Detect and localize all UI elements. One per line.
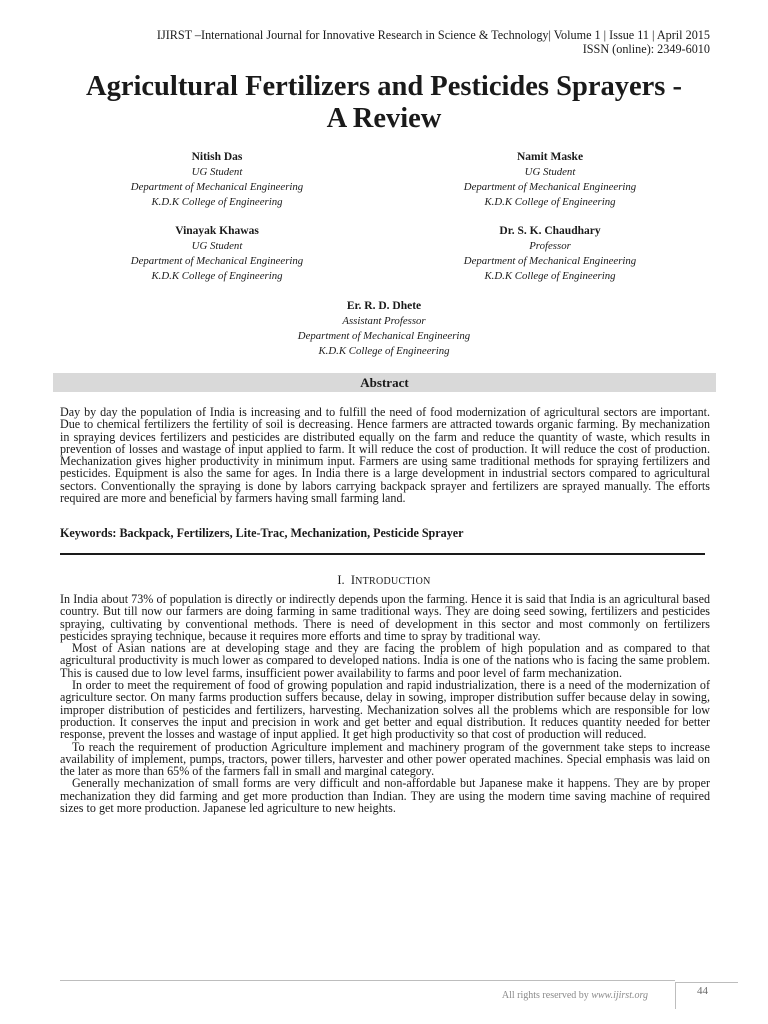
author-name: Er. R. D. Dhete xyxy=(346,300,422,312)
section-heading-rest: NTRODUCTION xyxy=(355,576,431,587)
paragraph: In order to meet the requirement of food of growing population and rapid industrialization, there is a need of the modernization of agriculture sector. On many farms production suffers because, delay in sowing, improper distribution suffer because delay in sowing, improper distribution of pesticides and fertilizers, harvesting. Mechanization solves all the problems which are responsible for low production. It conserves the input and precision in work and get better and equal distribution. It reduces quantity needed for better response, prevent the losses and wastage of input applied. It get high productivity so that cost of production will reduced. xyxy=(60,678,710,742)
author-department: Department of Mechanical Engineering xyxy=(130,181,304,193)
author-college: K.D.K College of Engineering xyxy=(151,270,283,282)
author-role: UG Student xyxy=(191,166,243,178)
paragraph: To reach the requirement of production Agriculture implement and machinery program of the government take steps to increase availability of implement, pumps, tractors, power tillers, harvester and other power operated machines. Special emphasis was laid on the later as more than 65% of the farmers fall in small and marginal category. xyxy=(60,739,710,779)
section-divider xyxy=(60,553,705,555)
author-college: K.D.K College of Engineering xyxy=(318,345,450,357)
footer-rights xyxy=(502,990,648,1001)
author-role: UG Student xyxy=(524,166,576,178)
author-college: K.D.K College of Engineering xyxy=(484,196,616,208)
author-block xyxy=(400,224,700,284)
author-college: K.D.K College of Engineering xyxy=(484,270,616,282)
site-link[interactable]: www.ijirst.org xyxy=(591,990,648,1001)
paragraph: In India about 73% of population is directly or indirectly depends upon the farming. Hence it is said that India is an agricultural based country. But till now our farmers are doing farming in same traditional ways. They are doing seed sowing, fertilizers and pesticides spraying, cultivating by conventional methods. There is need of development in this sector and most commonly on fertilizers pesticides spraying technique, because it requires more efforts and time to spray by traditional way. xyxy=(60,592,710,643)
section-number: I. xyxy=(337,573,345,587)
abstract-heading: Abstract xyxy=(53,373,716,392)
author-department: Department of Mechanical Engineering xyxy=(297,330,471,342)
author-block xyxy=(234,299,534,359)
paragraph: Generally mechanization of small forms are very difficult and non-affordable but Japanese make it happens. They are by proper mechanization they did farming and get more production than Indian. They are using the modern time saving machine of required sizes to get more production. Japanese led agriculture to new heights. xyxy=(60,776,710,816)
paper-title-line-1: Agricultural Fertilizers and Pesticides Sprayers - xyxy=(86,71,682,102)
author-block xyxy=(400,150,700,210)
footer-divider xyxy=(60,980,675,981)
author-name: Dr. S. K. Chaudhary xyxy=(499,225,601,237)
issn-line: ISSN (online): 2349-6010 xyxy=(582,42,710,56)
paper-title-line-2: A Review xyxy=(326,103,442,134)
keywords: Keywords: Backpack, Fertilizers, Lite-Trac, Mechanization, Pesticide Sprayer xyxy=(60,526,464,540)
author-department: Department of Mechanical Engineering xyxy=(130,255,304,267)
author-name: Vinayak Khawas xyxy=(175,225,259,237)
paragraph: Most of Asian nations are at developing stage and they are facing the problem of high population and as compared to that agricultural productivity is much lower as compared to developed nations. India is one of the nations who is facing the same problem. This is caused due to low level farms, insufficient power availability to farms and poor level of farm mechanization. xyxy=(60,641,710,680)
introduction-body xyxy=(60,593,710,814)
author-block xyxy=(67,150,367,210)
section-heading-initial: I xyxy=(350,573,356,587)
author-role: UG Student xyxy=(191,240,243,252)
author-department: Department of Mechanical Engineering xyxy=(463,181,637,193)
section-heading xyxy=(0,573,768,589)
abstract-text: Day by day the population of India is increasing and to fulfill the need of food modernization of agricultural sectors are important. Due to chemical fertilizers the fertility of soil is decreasing. Hence farmers are attracted towards organic farming. By mechanization in spraying devices fertilizers and pesticides are distributed equally on the farm and reduce the quantity of waste, which results in prevention of losses and wastage of input applied to farm. It will reduce the cost of production. It will reduce the cost of production. Mechanization gives higher productivity in minimum input. Farmers are using same traditional methods for spraying fertilizers and pesticides. Equipment is also the same for ages. In India there is a large development in industrial sectors compared to agricultural sectors. Conventionally the spraying is done by labors carrying backpack sprayer and fertilizers are sprayed manually. The efforts required are more and beneficial by farmers having small farming land. xyxy=(60,405,710,506)
rights-text: All rights reserved by xyxy=(501,990,589,1001)
author-role: Assistant Professor xyxy=(342,315,426,327)
author-name: Namit Maske xyxy=(516,151,584,163)
author-department: Department of Mechanical Engineering xyxy=(463,255,637,267)
author-role: Professor xyxy=(529,240,571,252)
journal-header: IJIRST –International Journal for Innovative Research in Science & Technology| Volume 1 | Issue 11 | April 2015 xyxy=(156,28,710,42)
page-number: 44 xyxy=(697,985,708,997)
author-college: K.D.K College of Engineering xyxy=(151,196,283,208)
author-name: Nitish Das xyxy=(191,151,243,163)
author-block xyxy=(67,224,367,284)
